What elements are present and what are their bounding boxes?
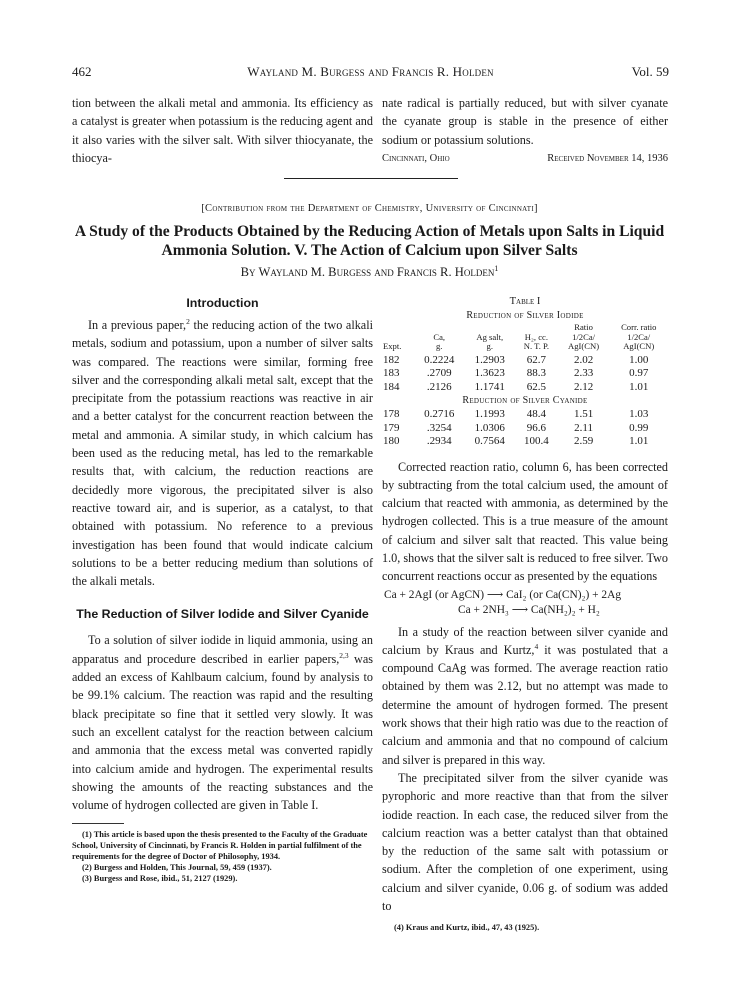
intro-text-b: the reducing action of the two alkali metals, sodium and potassium, upon a number of silver salts was compared. The reactions were similar, forming free silver and the corresponding alkali metal salt, except that the precipitate from the potassium reactions was reactive in air and a better catalyst for the concurrent reaction between the metal and ammonia. A similar study, in which calcium has been used as the reducing metal, has led to the remarkable results that, with calcium, the reduction reactions are decidedly more vigorous, the precipitated silver is also reactive toward air, and is superior, as a catalyst, to that obtained with potassium. No reference to a previous investigation has been found that would indicate calcium solutions to be a better reducing medium than solutions of the alkali metals. (72, 318, 373, 589)
previous-article-text-right: nate radical is partially reduced, but with silver cyanate the cyanate group is stable in the presence of either sodium or potassium solutions. (382, 96, 668, 147)
table-row (382, 354, 668, 368)
cell-ratio: 2.12 (573, 380, 594, 393)
right-paragraph-1: Corrected reaction ratio, column 6, has been corrected by subtracting from the total calcium used, the amount of calcium that reacted with ammonia, as determined by the hydrogen collected. This is a true measure of the amount of calcium and silver salt that reacted. This value being 1.0, shows that the silver salt is reduced to free silver. Two concurrent reactions occur as presented by the equations (382, 459, 668, 584)
table-subtitle-cyanide: Reduction of Silver Cyanide (462, 395, 588, 406)
cell-corr-ratio: 1.00 (629, 353, 649, 366)
cell-expt: 178 (383, 408, 400, 420)
right-paragraph-2 (382, 623, 668, 769)
cell-expt: 180 (383, 435, 400, 447)
byline-authors: By Wayland M. Burgess and Francis R. Holden (240, 265, 495, 279)
cell-ag-salt: 1.0306 (474, 421, 505, 434)
cell-expt: 183 (383, 367, 400, 379)
cell-h2: 62.5 (526, 380, 546, 393)
footnotes (72, 829, 373, 884)
cyanide-rows (382, 408, 668, 449)
received-date: Received November 14, 1936 (547, 152, 668, 164)
table-row (382, 408, 668, 422)
cell-corr-ratio: 1.03 (629, 408, 649, 420)
cell-h2: 48.4 (526, 408, 546, 420)
page-number: 462 (72, 64, 92, 79)
previous-article-text-left: tion between the alkali metal and ammonia. Its efficiency as a catalyst is greater when potassium is the reducing agent and it also varies with the silver salt. With silver thiocyanate, the thiocya- (72, 96, 373, 165)
right-p2-text-b: it was postulated that a compound CaAg was formed. The average reaction ratio obtained by them was 2.12, but no attempt was made to determine the amount of hydrogen formed. The present work shows that their high ratio was due to the reaction of calcium and ammonia and that no compound of calcium and silver is prepared in this way. (382, 642, 668, 767)
section-paragraph (72, 631, 373, 814)
byline (60, 265, 679, 280)
footnote-3: (3) Burgess and Rose, ibid., 51, 2127 (1929). (82, 874, 238, 884)
footnote-1: (1) This article is based upon the thesis presented to the Faculty of the Graduate School, University of Cincinnati, by Francis R. Holden in partial fulfilment of the requirements for the degree of Doctor of Philosophy, 1934. (72, 830, 368, 862)
byline-footnote-ref: 1 (494, 263, 499, 273)
cell-corr-ratio: 1.01 (629, 435, 649, 447)
table-header-row (382, 323, 668, 354)
cell-ca: .3254 (426, 421, 452, 434)
running-title: Wayland M. Burgess and Francis R. Holden (247, 64, 494, 79)
cell-h2: 100.4 (523, 435, 549, 447)
table-row (382, 435, 668, 449)
cell-h2: 62.7 (526, 353, 546, 366)
cell-ca: .2934 (426, 435, 452, 447)
cell-ag-salt: 1.1741 (474, 380, 505, 393)
equation-2: Ca + 2NH₃ ⟶ Ca(NH₂)₂ + H₂ (458, 603, 600, 616)
previous-article-right (382, 94, 668, 168)
cell-ca: 0.2224 (424, 353, 455, 366)
cell-corr-ratio: 0.97 (629, 367, 649, 379)
table-caption: Table I (509, 296, 541, 307)
section-text-b: was added an excess of Kahlbaum calcium, found by analysis to be 99.1% calcium. The reaction was rapid and the resulting black precipitate so fine that it settled very slowly. It was such an excellent catalyst for the reaction between calcium and ammonia that the excess metal was converted rapidly into calcium amide and hydrogen. The experimental results showing the amounts of the reacting substances and the volume of hydrogen collected are given in Table I. (72, 651, 373, 813)
previous-article-left (72, 94, 373, 167)
right-column (382, 295, 668, 938)
cell-corr-ratio: 0.99 (629, 421, 649, 434)
table-row (382, 367, 668, 381)
cell-expt: 179 (383, 421, 400, 434)
footnote-ref: 4 (534, 641, 539, 651)
cell-ca: .2126 (426, 380, 452, 393)
previous-article-signoff (382, 150, 668, 168)
right-p2-text-a: In a study of the reaction between silver cyanide and calcium by Kraus and Kurtz, (382, 624, 668, 657)
cell-ratio: 2.11 (574, 421, 593, 434)
intro-text-a: In a previous paper, (88, 318, 187, 332)
table-subtitle-iodide: Reduction of Silver Iodide (466, 310, 584, 321)
article-title: A Study of the Products Obtained by the Reducing Action of Metals upon Salts in Liquid Ammonia Solution. V. The Action of Calcium upon Silver Salts (74, 223, 665, 259)
col-header-ag: Ag salt, g. (476, 331, 504, 351)
cell-expt: 184 (383, 380, 400, 393)
table-row (382, 381, 668, 395)
cell-corr-ratio: 1.01 (629, 380, 649, 393)
cell-ca: .2709 (426, 367, 452, 379)
data-table (382, 323, 668, 449)
col-header-expt: Expt. (383, 341, 402, 351)
footnote-rule (72, 823, 124, 824)
introduction-paragraph (72, 316, 373, 590)
col-header-h2: H₂, cc. N. T. P. (523, 331, 549, 351)
iodide-rows (382, 354, 668, 395)
cell-expt: 182 (383, 353, 400, 366)
cell-ca: 0.2716 (424, 408, 455, 420)
cell-h2: 96.6 (526, 421, 546, 434)
section-divider (284, 178, 458, 179)
author-location: Cincinnati, Ohio (382, 152, 450, 164)
equations (382, 588, 668, 618)
cell-ratio: 2.33 (573, 367, 594, 379)
cell-ratio: 2.59 (573, 435, 594, 447)
footnote-4: (4) Kraus and Kurtz, ibid., 47, 43 (1925). (394, 923, 540, 933)
cell-ratio: 2.02 (573, 353, 594, 366)
col-header-ratio: Ratio 1/2Ca/ AgI(CN) (568, 322, 600, 351)
table-subtitle-row (382, 394, 668, 408)
footnote-ref: 2 (186, 316, 190, 326)
cell-ag-salt: 1.1993 (474, 408, 505, 420)
col-header-corr: Corr. ratio 1/2Ca/ AgI(CN) (621, 322, 657, 351)
equation-1: Ca + 2AgI (or AgCN) ⟶ CaI₂ (or Ca(CN)₂) + 2Ag (384, 588, 622, 601)
cell-ag-salt: 0.7564 (474, 435, 505, 447)
col-header-ca: Ca, g. (433, 331, 446, 351)
section-text-a: To a solution of silver iodide in liquid ammonia, using an apparatus and procedure described in earlier papers, (72, 633, 373, 666)
cell-h2: 88.3 (526, 367, 546, 379)
footnote-ref: 2,3 (339, 650, 349, 660)
left-column (72, 295, 373, 884)
introduction-heading: Introduction (186, 296, 259, 310)
table-1 (382, 295, 668, 449)
cell-ag-salt: 1.2903 (474, 353, 505, 366)
contribution-line: [Contribution from the Department of Chemistry, University of Cincinnati] (201, 203, 538, 214)
running-header (72, 64, 669, 82)
cell-ratio: 1.51 (573, 408, 594, 420)
table-row (382, 422, 668, 436)
volume-label: Vol. 59 (631, 64, 669, 79)
right-paragraph-3: The precipitated silver from the silver cyanide was pyrophoric and more reactive than that from the silver iodide reaction. In each case, the reduced silver from the calcium reaction was a better catalyst than that obtained by the reduction of the same salt with potassium or sodium. After the completion of one experiment, using calcium and silver cyanide, 0.06 g. of sodium was added to (382, 770, 668, 914)
section-heading: The Reduction of Silver Iodide and Silver Cyanide (76, 607, 369, 622)
cell-ag-salt: 1.3623 (474, 367, 505, 379)
footnote-2: (2) Burgess and Holden, This Journal, 59, 459 (1937). (82, 863, 272, 873)
